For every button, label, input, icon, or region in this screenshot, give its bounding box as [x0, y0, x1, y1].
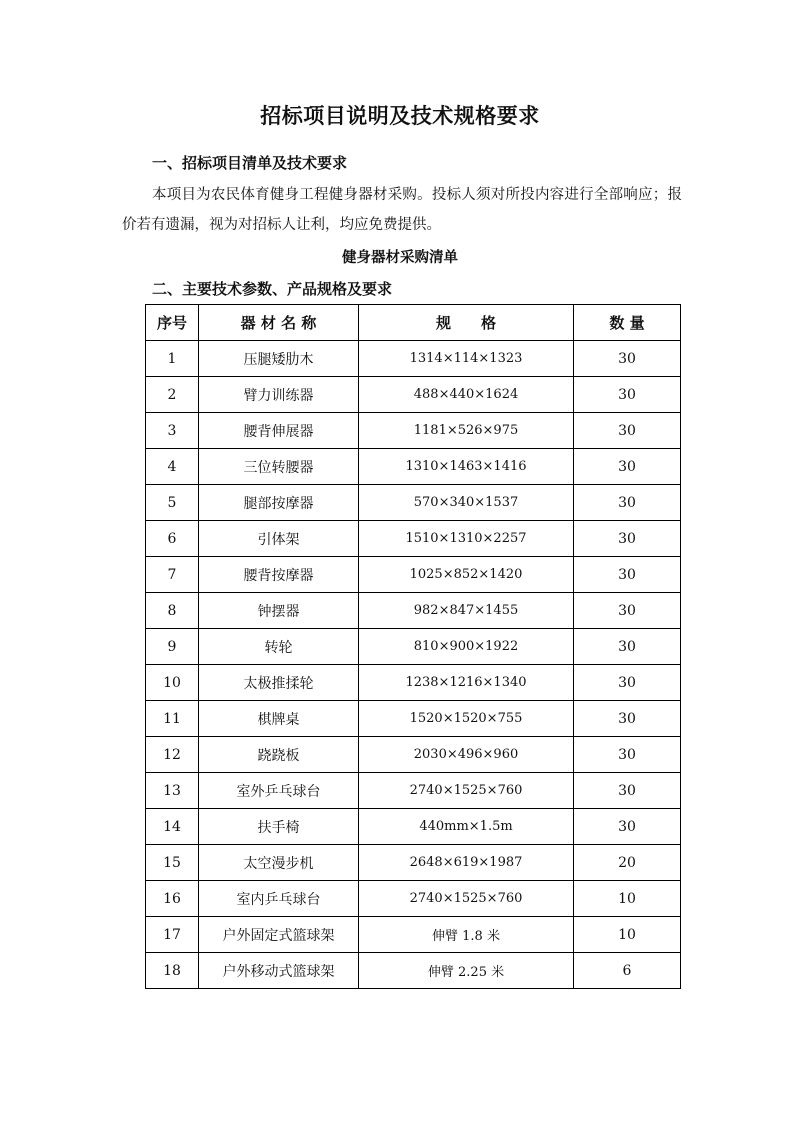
cell-no: 6 — [146, 521, 199, 557]
cell-qty: 10 — [574, 881, 681, 917]
cell-qty: 10 — [574, 917, 681, 953]
cell-qty: 30 — [574, 521, 681, 557]
cell-qty: 30 — [574, 413, 681, 449]
header-name: 器 材 名 称 — [199, 305, 359, 341]
section2-heading: 二、主要技术参数、产品规格及要求 — [152, 280, 393, 298]
cell-qty: 30 — [574, 557, 681, 593]
cell-name: 太极推揉轮 — [199, 665, 359, 701]
cell-name: 腰背按摩器 — [199, 557, 359, 593]
cell-name: 臂力训练器 — [199, 377, 359, 413]
cell-no: 16 — [146, 881, 199, 917]
table-header-row — [146, 305, 681, 341]
cell-no: 5 — [146, 485, 199, 521]
cell-spec: 570×340×1537 — [359, 485, 574, 521]
header-spec: 规 格 — [359, 305, 574, 341]
cell-spec: 1510×1310×2257 — [359, 521, 574, 557]
cell-qty: 30 — [574, 341, 681, 377]
cell-qty: 30 — [574, 809, 681, 845]
cell-no: 1 — [146, 341, 199, 377]
cell-qty: 30 — [574, 737, 681, 773]
table-body — [146, 341, 681, 989]
cell-name: 三位转腰器 — [199, 449, 359, 485]
cell-name: 腿部按摩器 — [199, 485, 359, 521]
table-row — [146, 881, 681, 917]
section1-heading: 一、招标项目清单及技术要求 — [152, 154, 348, 172]
cell-no: 7 — [146, 557, 199, 593]
cell-no: 10 — [146, 665, 199, 701]
cell-no: 18 — [146, 953, 199, 989]
table-row — [146, 917, 681, 953]
list-title: 健身器材采购清单 — [342, 249, 458, 266]
cell-qty: 20 — [574, 845, 681, 881]
cell-no: 15 — [146, 845, 199, 881]
cell-no: 14 — [146, 809, 199, 845]
cell-name: 太空漫步机 — [199, 845, 359, 881]
cell-name: 腰背伸展器 — [199, 413, 359, 449]
cell-name: 引体架 — [199, 521, 359, 557]
cell-name: 户外固定式篮球架 — [199, 917, 359, 953]
header-no: 序号 — [146, 305, 199, 341]
table-row — [146, 521, 681, 557]
cell-spec: 982×847×1455 — [359, 593, 574, 629]
cell-spec: 1238×1216×1340 — [359, 665, 574, 701]
table-row — [146, 377, 681, 413]
cell-no: 17 — [146, 917, 199, 953]
cell-spec: 488×440×1624 — [359, 377, 574, 413]
cell-qty: 30 — [574, 665, 681, 701]
table-row — [146, 701, 681, 737]
table-row — [146, 341, 681, 377]
cell-spec: 1025×852×1420 — [359, 557, 574, 593]
table-row — [146, 953, 681, 989]
document-title: 招标项目说明及技术规格要求 — [260, 103, 540, 128]
cell-spec: 2648×619×1987 — [359, 845, 574, 881]
cell-name: 室外乒乓球台 — [199, 773, 359, 809]
table-row — [146, 629, 681, 665]
cell-spec: 1310×1463×1416 — [359, 449, 574, 485]
cell-spec: 440mm×1.5m — [359, 809, 574, 845]
table-row — [146, 413, 681, 449]
cell-no: 4 — [146, 449, 199, 485]
cell-no: 9 — [146, 629, 199, 665]
cell-name: 压腿矮肋木 — [199, 341, 359, 377]
cell-spec: 1520×1520×755 — [359, 701, 574, 737]
cell-spec: 2740×1525×760 — [359, 773, 574, 809]
table-row — [146, 809, 681, 845]
cell-no: 13 — [146, 773, 199, 809]
cell-no: 11 — [146, 701, 199, 737]
cell-name: 户外移动式篮球架 — [199, 953, 359, 989]
cell-no: 8 — [146, 593, 199, 629]
cell-spec: 伸臂 1.8 米 — [359, 917, 574, 953]
cell-name: 钟摆器 — [199, 593, 359, 629]
cell-spec: 2030×496×960 — [359, 737, 574, 773]
section1-paragraph: 本项目为农民体育健身工程健身器材采购。投标人须对所投内容进行全部响应；报价若有遗漏，视为对招标人让利，均应免费提供。 — [122, 187, 682, 233]
cell-qty: 30 — [574, 377, 681, 413]
cell-qty: 30 — [574, 629, 681, 665]
cell-name: 转轮 — [199, 629, 359, 665]
header-qty: 数 量 — [574, 305, 681, 341]
cell-qty: 30 — [574, 593, 681, 629]
cell-qty: 30 — [574, 701, 681, 737]
table-row — [146, 737, 681, 773]
cell-spec: 伸臂 2.25 米 — [359, 953, 574, 989]
cell-spec: 1314×114×1323 — [359, 341, 574, 377]
table-row — [146, 665, 681, 701]
cell-qty: 6 — [574, 953, 681, 989]
cell-qty: 30 — [574, 773, 681, 809]
cell-no: 12 — [146, 737, 199, 773]
table-row — [146, 485, 681, 521]
cell-name: 室内乒乓球台 — [199, 881, 359, 917]
cell-qty: 30 — [574, 485, 681, 521]
table-row — [146, 557, 681, 593]
cell-no: 2 — [146, 377, 199, 413]
table-row — [146, 449, 681, 485]
cell-qty: 30 — [574, 449, 681, 485]
table-row — [146, 845, 681, 881]
cell-name: 跷跷板 — [199, 737, 359, 773]
cell-spec: 810×900×1922 — [359, 629, 574, 665]
equipment-table — [145, 304, 681, 989]
cell-name: 棋牌桌 — [199, 701, 359, 737]
table-row — [146, 593, 681, 629]
table-row — [146, 773, 681, 809]
cell-no: 3 — [146, 413, 199, 449]
cell-name: 扶手椅 — [199, 809, 359, 845]
cell-spec: 1181×526×975 — [359, 413, 574, 449]
cell-spec: 2740×1525×760 — [359, 881, 574, 917]
